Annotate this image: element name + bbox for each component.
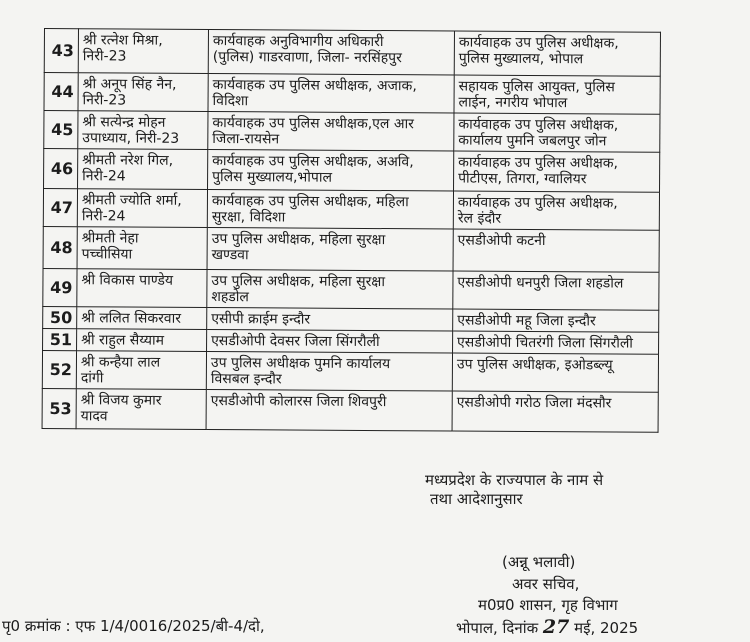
new-posting-line: लाईन, नगरीय भोपाल — [458, 94, 568, 112]
new-posting-line: एसडीओपी गरोठ जिला मंदसौर — [456, 394, 612, 412]
officer-name-cell — [78, 111, 208, 150]
officer-name-cell — [78, 149, 208, 190]
serial-number-cell: 51 — [43, 328, 77, 350]
new-posting-line: एसडीओपी महू जिला इन्दौर — [457, 312, 596, 330]
current-posting-cell — [207, 270, 453, 310]
new-posting-cell — [452, 353, 658, 392]
officer-name-line: श्रीमती नेहा — [81, 230, 139, 247]
new-posting-cell — [453, 309, 659, 332]
officer-name-line: श्री कन्हैया लाल — [80, 354, 161, 371]
current-posting-cell — [208, 112, 454, 152]
transfer-list-table — [42, 28, 661, 433]
signatory-designation: अवर सचिव, — [512, 575, 580, 593]
serial-number-cell: 44 — [44, 73, 78, 111]
current-posting-line: कार्यवाहक उप पुलिस अधीक्षक, महिला — [211, 193, 409, 211]
serial-number-cell: 45 — [44, 111, 78, 149]
current-posting-cell — [206, 389, 452, 431]
table-row — [44, 111, 660, 153]
new-posting-cell — [453, 331, 659, 354]
handwritten-date-day: 27 — [542, 616, 570, 638]
serial-number-cell: 53 — [42, 388, 76, 428]
new-posting-line: पुलिस मुख्यालय, भोपाल — [458, 50, 584, 68]
officer-name-line: निरी-24 — [81, 208, 126, 225]
new-posting-cell — [453, 229, 659, 272]
new-posting-cell — [454, 75, 660, 114]
officer-name-line: श्रीमती ज्योति शर्मा, — [81, 192, 182, 209]
officer-name-line: श्री सत्येन्द्र मोहन — [82, 114, 166, 131]
current-posting-cell — [207, 190, 453, 230]
officer-name-line: श्री रत्नेश मिश्रा, — [82, 32, 163, 49]
new-posting-cell — [453, 271, 659, 310]
table-row — [43, 268, 659, 310]
serial-number-cell: 49 — [43, 268, 77, 306]
new-posting-cell — [454, 113, 660, 152]
officer-name-cell — [77, 329, 207, 352]
signatory-name: (अन्नू भलावी) — [502, 553, 576, 571]
new-posting-line: पीटीएस, तिगरा, ग्वालियर — [458, 170, 587, 188]
current-posting-line: सुरक्षा, विदिशा — [211, 209, 286, 226]
officer-name-cell — [77, 307, 207, 330]
current-posting-line: उप पुलिस अधीक्षक, महिला सुरक्षा — [211, 273, 386, 291]
new-posting-line: कार्यालय पुमनि जबलपुर जोन — [458, 132, 607, 150]
new-posting-line: कार्यवाहक उप पुलिस अधीक्षक, — [457, 194, 618, 212]
current-posting-line: कार्यवाहक उप पुलिस अधीक्षक,एल आर — [212, 115, 414, 133]
officer-name-line: श्री अनूप सिंह नैन, — [82, 76, 177, 93]
officer-name-line: श्री राहुल सैय्याम — [81, 332, 165, 349]
current-posting-line: कार्यवाहक उप पुलिस अधीक्षक, अजाक, — [212, 77, 417, 95]
officer-name-line: उपाध्याय, निरी-23 — [82, 130, 180, 147]
officer-name-cell — [77, 269, 207, 308]
order-line-1: मध्यप्रदेश के राज्यपाल के नाम से — [425, 471, 604, 489]
new-posting-line: सहायक पुलिस आयुक्त, पुलिस — [458, 78, 615, 96]
new-posting-cell — [452, 391, 658, 432]
officer-name-line: श्री विजय कुमार — [80, 392, 162, 409]
new-posting-line: कार्यवाहक उप पुलिस अधीक्षक, — [458, 154, 619, 172]
officer-name-cell — [78, 73, 208, 112]
table-row — [44, 73, 660, 115]
new-posting-line: एसडीओपी चितरंगी जिला सिंगरौली — [457, 334, 634, 352]
current-posting-line: एसीपी क्राईम इन्दौर — [211, 311, 311, 328]
current-posting-line: शहडोल — [211, 289, 249, 306]
new-posting-cell — [453, 191, 659, 230]
officer-name-cell — [77, 227, 207, 270]
officer-name-line: यादव — [80, 408, 108, 425]
officer-name-cell — [77, 189, 207, 228]
current-posting-line: एसडीओपी कोलारस जिला शिवपुरी — [210, 393, 387, 411]
officer-name-cell — [76, 351, 206, 390]
current-posting-cell — [206, 351, 452, 391]
order-line-2: तथा आदेशानुसार — [430, 490, 523, 508]
new-posting-line: एसडीओपी धनपुरी जिला शहडोल — [457, 274, 624, 292]
new-posting-cell — [454, 151, 660, 192]
current-posting-line: जिला-रायसेन — [212, 131, 280, 148]
serial-number-cell: 52 — [42, 350, 76, 388]
officer-name-line: श्रीमती नरेश गिल, — [82, 152, 174, 169]
table-row — [43, 189, 659, 231]
officer-name-line: निरी-23 — [82, 92, 127, 109]
date-suffix: मई, 2025 — [574, 619, 639, 637]
serial-number-cell: 47 — [43, 189, 77, 227]
endorsement-number: पृ0 क्रमांक : एफ 1/4/0016/2025/बी-4/दो, — [2, 617, 265, 635]
place-date-line — [456, 616, 638, 638]
current-posting-cell — [207, 307, 453, 331]
officer-name-cell — [76, 389, 206, 430]
serial-number-cell: 50 — [43, 306, 77, 328]
officer-name-cell — [78, 29, 208, 74]
table-body — [42, 29, 660, 433]
officer-name-line: निरी-24 — [82, 168, 126, 185]
officer-name-line: दांगी — [80, 370, 104, 387]
current-posting-line: विसबल इन्दौर — [210, 371, 282, 388]
serial-number-cell: 46 — [44, 149, 78, 189]
new-posting-line: उप पुलिस अधीक्षक, इओडब्ल्यू — [456, 356, 613, 374]
current-posting-line: पुलिस मुख्यालय,भोपाल — [212, 169, 333, 186]
table-row — [42, 388, 658, 432]
current-posting-cell — [207, 228, 453, 272]
current-posting-line: कार्यवाहक उप पुलिस अधीक्षक, अअवि, — [212, 153, 414, 171]
officer-name-line: श्री ललित सिकरवार — [81, 310, 182, 327]
current-posting-line: उप पुलिस अधीक्षक पुमनि कार्यालय — [210, 355, 391, 373]
current-posting-line: कार्यवाहक अनुविभागीय अधिकारी — [212, 33, 384, 51]
current-posting-cell — [208, 74, 454, 114]
place-date-prefix: भोपाल, दिनांक — [456, 619, 539, 637]
new-posting-line: एसडीओपी कटनी — [457, 232, 546, 250]
serial-number-cell: 48 — [43, 226, 77, 268]
new-posting-line: कार्यवाहक उप पुलिस अधीक्षक, — [458, 116, 619, 134]
current-posting-line: उप पुलिस अधीक्षक, महिला सुरक्षा — [211, 231, 386, 249]
new-posting-cell — [454, 31, 660, 76]
current-posting-cell — [208, 150, 454, 192]
new-posting-line: कार्यवाहक उप पुलिस अधीक्षक, — [458, 34, 619, 52]
current-posting-line: (पुलिस) गाडरवाणा, जिला- नरसिंहपुर — [212, 49, 402, 67]
officer-name-line: निरी-23 — [82, 48, 127, 65]
current-posting-line: एसडीओपी देवसर जिला सिंगरौली — [211, 333, 380, 351]
table-row — [42, 350, 658, 392]
new-posting-line: रेल इंदौर — [457, 210, 502, 227]
table-row — [44, 29, 660, 77]
table-row — [43, 226, 659, 272]
table-row — [44, 149, 660, 193]
officer-name-line: श्री विकास पाण्डेय — [81, 272, 174, 289]
current-posting-line: खण्डवा — [211, 247, 249, 264]
officer-name-line: पच्चीसिया — [81, 246, 133, 263]
current-posting-cell — [208, 30, 454, 76]
current-posting-line: विदिशा — [212, 93, 249, 110]
current-posting-cell — [207, 329, 453, 353]
serial-number-cell: 43 — [44, 29, 78, 73]
department-line: म0प्र0 शासन, गृह विभाग — [478, 596, 618, 614]
